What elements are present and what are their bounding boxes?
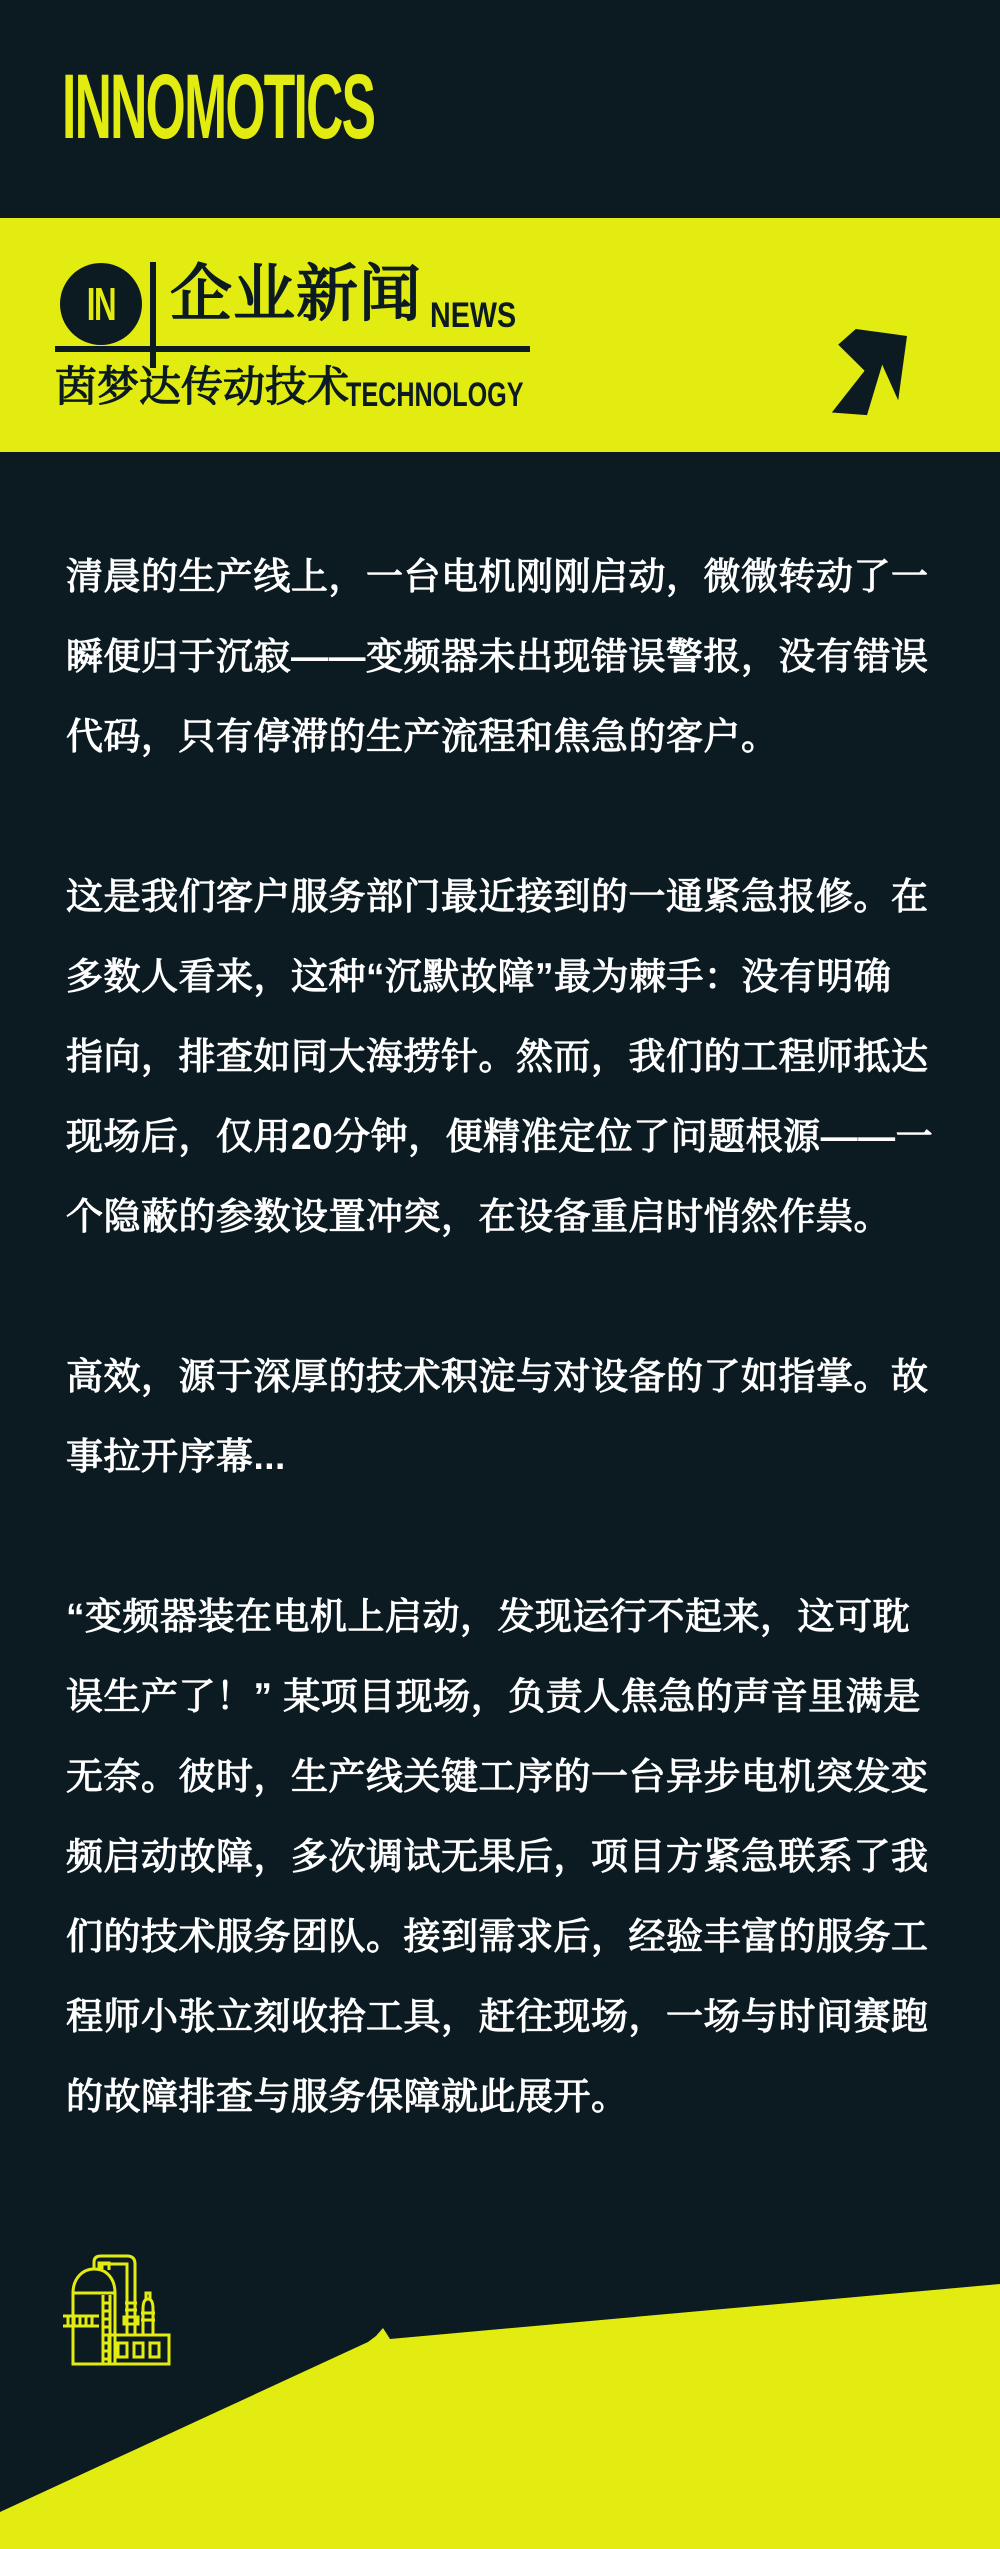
text-line: 多数人看来，这种“沉默故障”最为棘手：没有明确 (66, 956, 892, 997)
text-line: 频启动故障，多次调试无果后，项目方紧急联系了我 (66, 1836, 929, 1877)
article-body (0, 452, 1000, 2137)
text-line: 代码，只有停滞的生产流程和焦急的客户。 (66, 716, 779, 757)
text-line: 无奈。彼时，生产线关键工序的一台异步电机突发变 (66, 1756, 929, 1797)
banner-title-en: NEWS (430, 296, 517, 335)
paragraph (66, 857, 934, 1257)
arrow-up-right-icon (827, 329, 907, 416)
banner-subtitle-en: TECHNOLOGY (346, 376, 524, 414)
text-line: 清晨的生产线上，一台电机刚刚启动，微微转动了一 (66, 556, 929, 597)
vertical-divider (150, 262, 156, 368)
text-line: 个隐蔽的参数设置冲突，在设备重启时悄然作祟。 (66, 1196, 891, 1237)
text-line: 这是我们客户服务部门最近接到的一通紧急报修。在 (66, 876, 929, 917)
text-line: 们的技术服务团队。接到需求后，经验丰富的服务工 (66, 1916, 929, 1957)
text-line: 事拉开序幕... (66, 1436, 286, 1477)
innomotics-wordmark: INNOMOTICS (62, 56, 375, 158)
banner-subtitle-cn: 茵梦达传动技术 (55, 363, 350, 410)
paragraph (66, 1577, 934, 2137)
text-line: 的故障排查与服务保障就此展开。 (66, 2076, 629, 2117)
text-line: 误生产了！” 某项目现场，负责人焦急的声音里满是 (66, 1676, 921, 1717)
text-line: 高效，源于深厚的技术积淀与对设备的了如指掌。故 (66, 1356, 929, 1397)
text-line: 指向，排查如同大海捞针。然而，我们的工程师抵达 (66, 1036, 929, 1077)
text-line: 程师小张立刻收拾工具，赶往现场，一场与时间赛跑 (66, 1996, 929, 2037)
text-line: 现场后，仅用20分钟，便精准定位了问题根源——一 (66, 1116, 934, 1157)
in-badge-icon (60, 263, 142, 345)
in-badge-initials: IN (86, 278, 116, 330)
text-line: “变频器装在电机上启动，发现运行不起来，这可耽 (66, 1596, 910, 1637)
banner-underline (55, 346, 530, 352)
header (0, 0, 1000, 218)
text-line: 瞬便归于沉寂——变频器未出现错误警报，没有错误 (66, 636, 929, 677)
banner-title-cn: 企业新闻 (170, 260, 423, 329)
paragraph (66, 1337, 934, 1497)
factory-plant-icon (63, 2253, 185, 2367)
paragraph (66, 537, 934, 777)
masthead-banner (0, 218, 1000, 452)
